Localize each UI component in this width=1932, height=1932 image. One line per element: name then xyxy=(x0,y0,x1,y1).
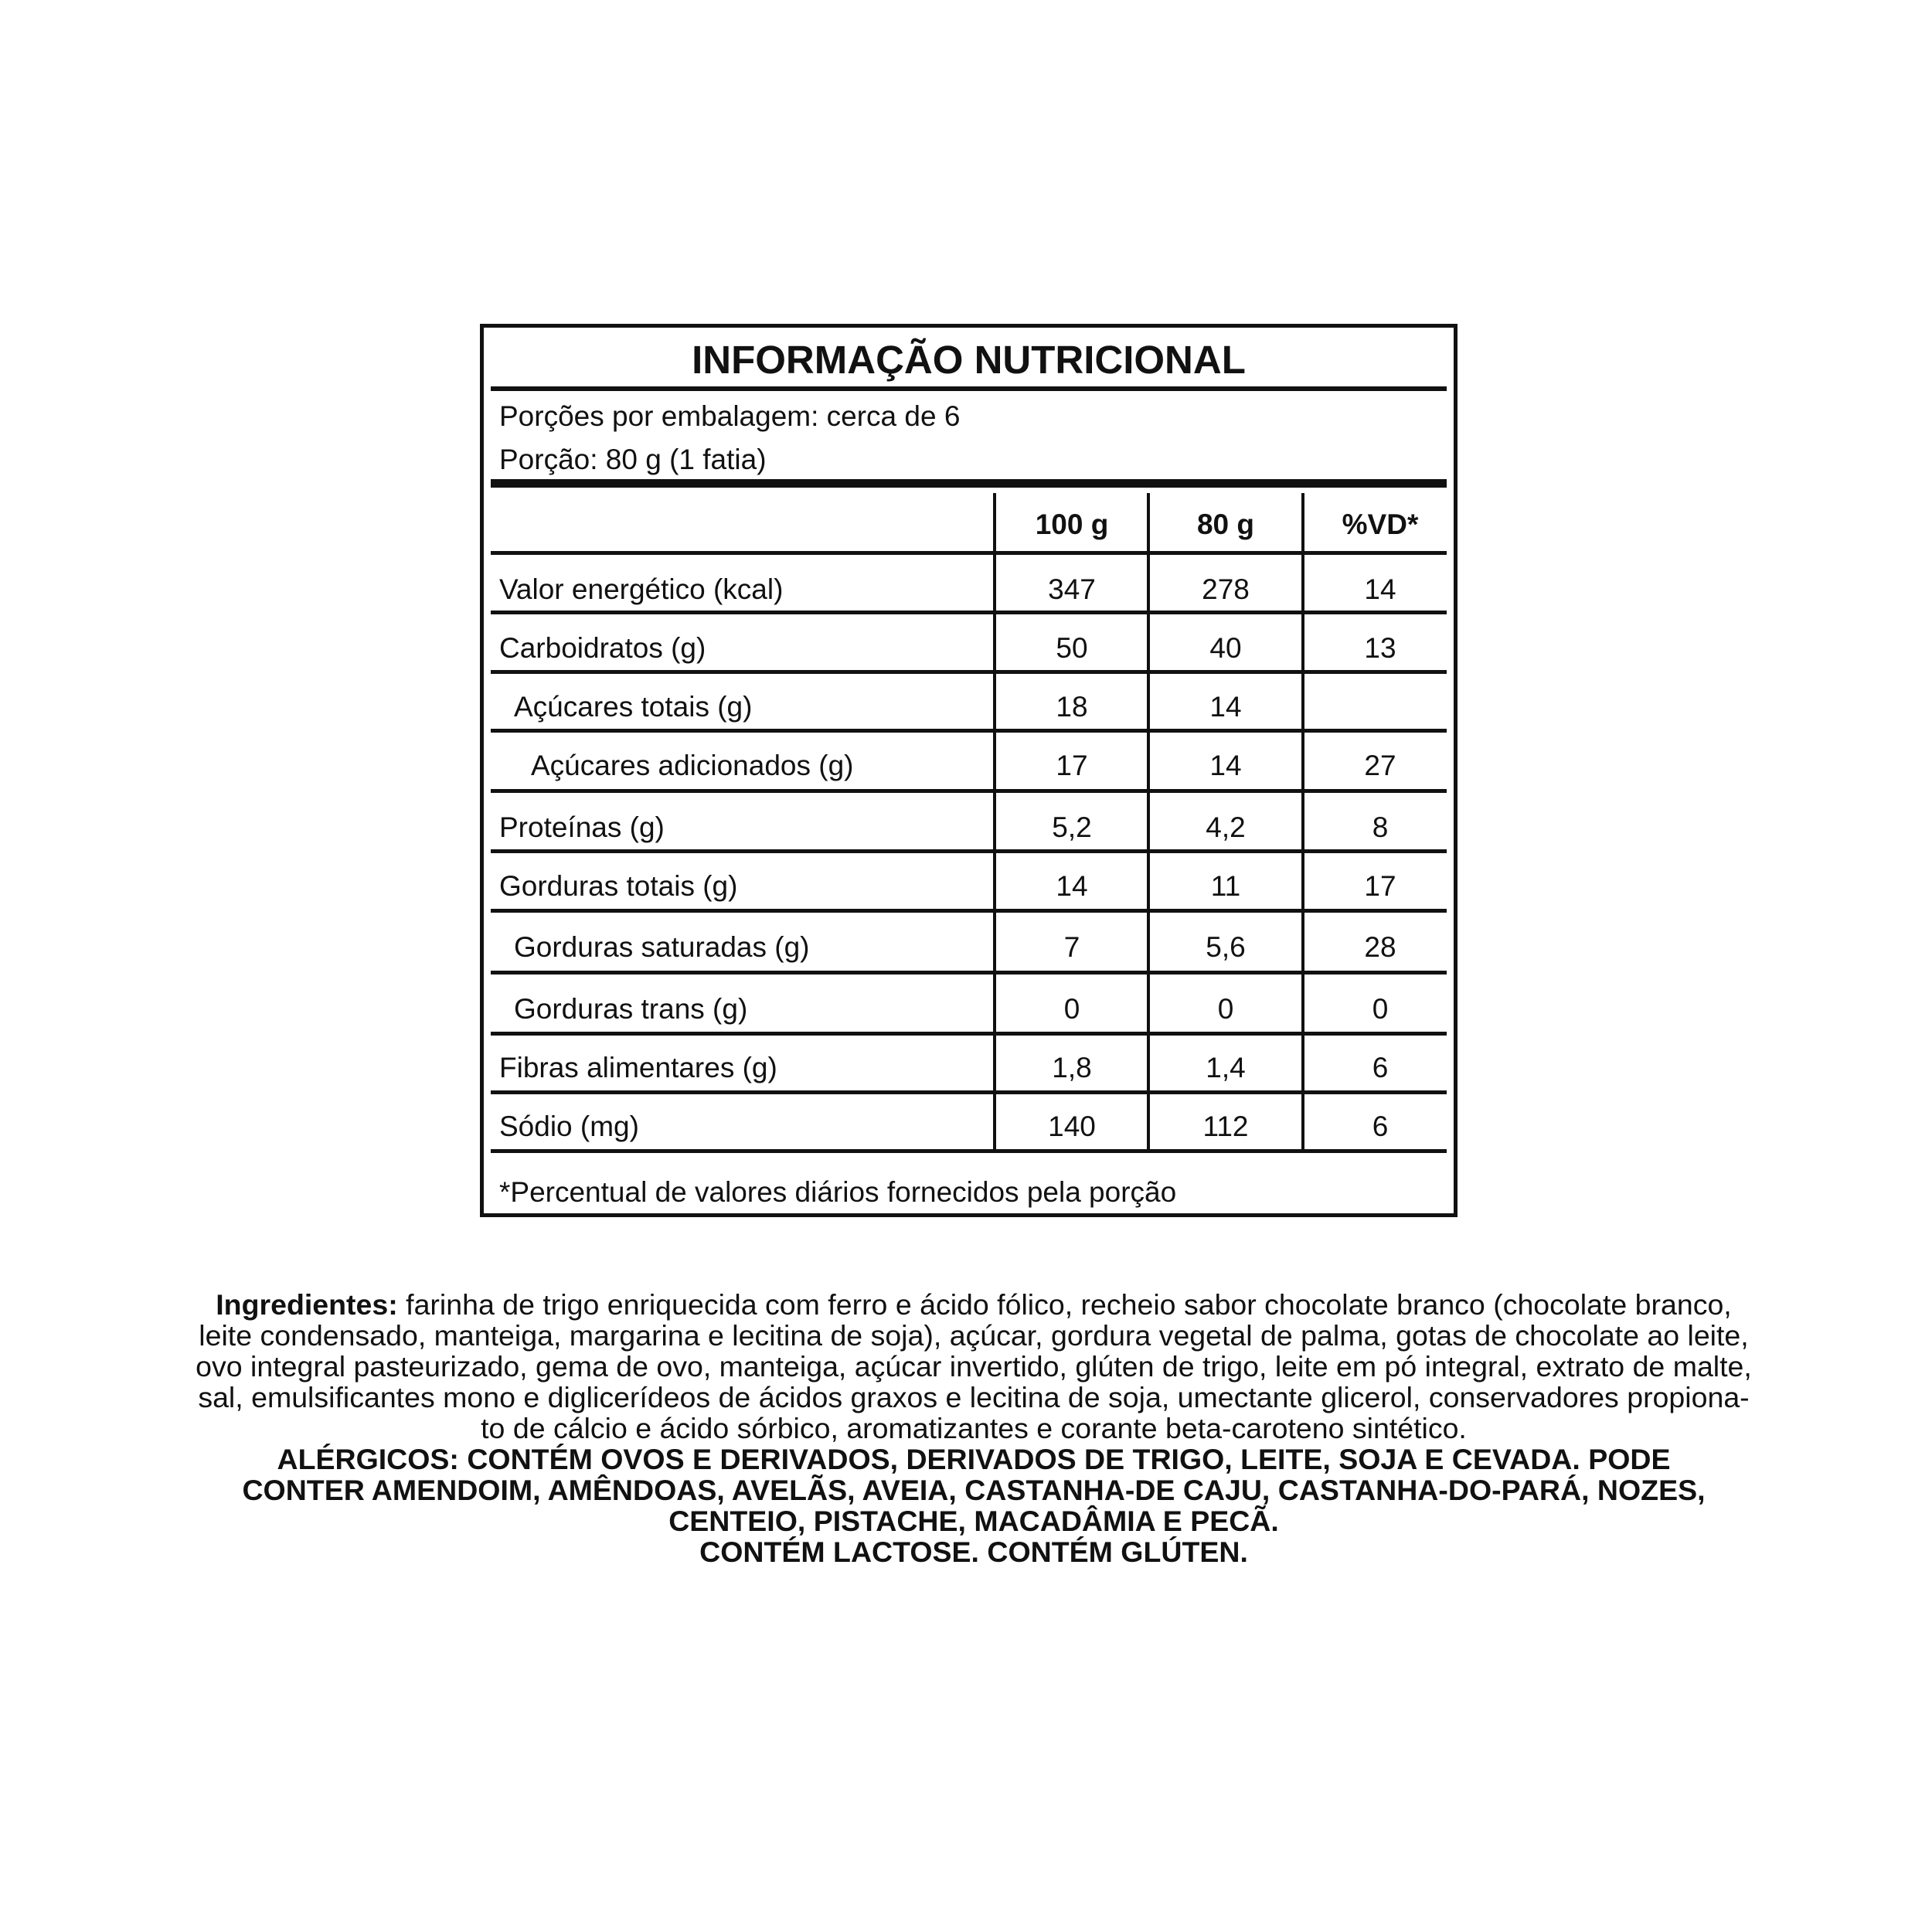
cell-100g: 0 xyxy=(1063,993,1080,1025)
cell-100g: 50 xyxy=(1056,632,1088,664)
cell-vd: 6 xyxy=(1372,1052,1389,1083)
row-label-added-sugars: Açúcares adicionados (g) xyxy=(531,750,854,781)
column-divider xyxy=(1147,493,1150,1153)
cell-100g: 347 xyxy=(1048,573,1096,605)
row-divider xyxy=(491,849,1447,853)
cell-80g: 14 xyxy=(1209,691,1242,723)
cell-80g: 112 xyxy=(1202,1111,1249,1142)
row-divider xyxy=(491,1149,1447,1153)
cell-100g: 140 xyxy=(1048,1111,1096,1142)
allergen-line: ALÉRGICOS: CONTÉM OVOS E DERIVADOS, DERIVADOS DE TRIGO, LEITE, SOJA E CEVADA. PODE xyxy=(277,1443,1671,1475)
row-label-total-fat: Gorduras totais (g) xyxy=(499,870,738,902)
row-label-saturated-fat: Gorduras saturadas (g) xyxy=(514,931,810,963)
ingredients-line: to de cálcio e ácido sórbico, aromatizantes e corante beta-caroteno sintético. xyxy=(481,1412,1467,1444)
column-divider xyxy=(1301,493,1304,1153)
cell-80g: 40 xyxy=(1209,632,1242,664)
row-label-fiber: Fibras alimentares (g) xyxy=(499,1052,777,1083)
allergen-line: CONTÉM LACTOSE. CONTÉM GLÚTEN. xyxy=(699,1536,1248,1568)
row-label-total-sugars: Açúcares totais (g) xyxy=(514,691,753,723)
cell-80g: 4,2 xyxy=(1206,811,1246,843)
nutrition-title: INFORMAÇÃO NUTRICIONAL xyxy=(692,338,1246,382)
cell-80g: 1,4 xyxy=(1206,1052,1246,1083)
serving-size: Porção: 80 g (1 fatia) xyxy=(499,444,767,475)
ingredients-text: farinha de trigo enriquecida com ferro e ácido fólico, recheio sabor chocolate branco (chocolate branco, xyxy=(397,1288,1732,1321)
cell-80g: 5,6 xyxy=(1206,931,1246,963)
cell-vd: 14 xyxy=(1364,573,1396,605)
nutrition-facts-table xyxy=(480,324,1458,1217)
ingredients-line: ovo integral pasteurizado, gema de ovo, manteiga, açúcar invertido, glúten de trigo, leite em pó integral, extrato de malte, xyxy=(196,1350,1752,1383)
cell-vd: 8 xyxy=(1372,811,1389,843)
column-header-80g: 80 g xyxy=(1196,509,1255,540)
row-divider xyxy=(491,971,1447,975)
cell-100g: 5,2 xyxy=(1052,811,1092,843)
row-divider xyxy=(491,611,1447,614)
ingredients-block xyxy=(139,1289,1808,1567)
cell-vd: 6 xyxy=(1372,1111,1389,1142)
row-divider xyxy=(491,670,1447,674)
row-divider xyxy=(491,1032,1447,1036)
row-divider xyxy=(491,551,1447,555)
row-label-carbohydrates: Carboidratos (g) xyxy=(499,632,706,664)
ingredients-line: leite condensado, manteiga, margarina e lecitina de soja), açúcar, gordura vegetal de palma, gotas de chocolate ao leite, xyxy=(199,1319,1749,1352)
cell-80g: 278 xyxy=(1202,573,1250,605)
row-label-energy: Valor energético (kcal) xyxy=(499,573,784,605)
allergen-line: CONTER AMENDOIM, AMÊNDOAS, AVELÃS, AVEIA, CASTANHA-DE CAJU, CASTANHA-DO-PARÁ, NOZES, xyxy=(242,1474,1706,1506)
column-divider xyxy=(993,493,996,1153)
cell-80g: 0 xyxy=(1217,993,1234,1025)
row-divider xyxy=(491,1090,1447,1094)
allergen-line: CENTEIO, PISTACHE, MACADÂMIA E PECÃ. xyxy=(668,1505,1279,1537)
ingredients-line: sal, emulsificantes mono e diglicerídeos de ácidos graxos e lecitina de soja, umectante glicerol, conservadores propiona- xyxy=(198,1381,1750,1413)
footnote: *Percentual de valores diários fornecidos pela porção xyxy=(499,1176,1177,1208)
title-divider xyxy=(491,386,1447,391)
cell-100g: 7 xyxy=(1063,931,1080,963)
row-label-sodium: Sódio (mg) xyxy=(499,1111,639,1142)
cell-vd: 17 xyxy=(1364,870,1396,902)
cell-100g: 18 xyxy=(1056,691,1088,723)
cell-vd: 27 xyxy=(1364,750,1396,781)
thick-divider xyxy=(491,479,1447,488)
cell-80g: 11 xyxy=(1210,870,1241,902)
cell-80g: 14 xyxy=(1209,750,1242,781)
cell-vd: 0 xyxy=(1372,993,1389,1025)
cell-100g: 1,8 xyxy=(1052,1052,1092,1083)
cell-vd: 28 xyxy=(1364,931,1396,963)
row-divider xyxy=(491,909,1447,913)
servings-per-package: Porções por embalagem: cerca de 6 xyxy=(499,400,961,432)
row-label-trans-fat: Gorduras trans (g) xyxy=(514,993,748,1025)
ingredients-heading: Ingredientes: xyxy=(216,1288,398,1321)
row-divider xyxy=(491,729,1447,733)
column-header-100g: 100 g xyxy=(1035,509,1109,540)
cell-100g: 14 xyxy=(1056,870,1088,902)
ingredients-line xyxy=(139,1289,1808,1320)
column-header-vd: %VD* xyxy=(1342,509,1419,540)
cell-100g: 17 xyxy=(1056,750,1088,781)
row-divider xyxy=(491,789,1447,793)
row-label-proteins: Proteínas (g) xyxy=(499,811,665,843)
cell-vd: 13 xyxy=(1364,632,1396,664)
